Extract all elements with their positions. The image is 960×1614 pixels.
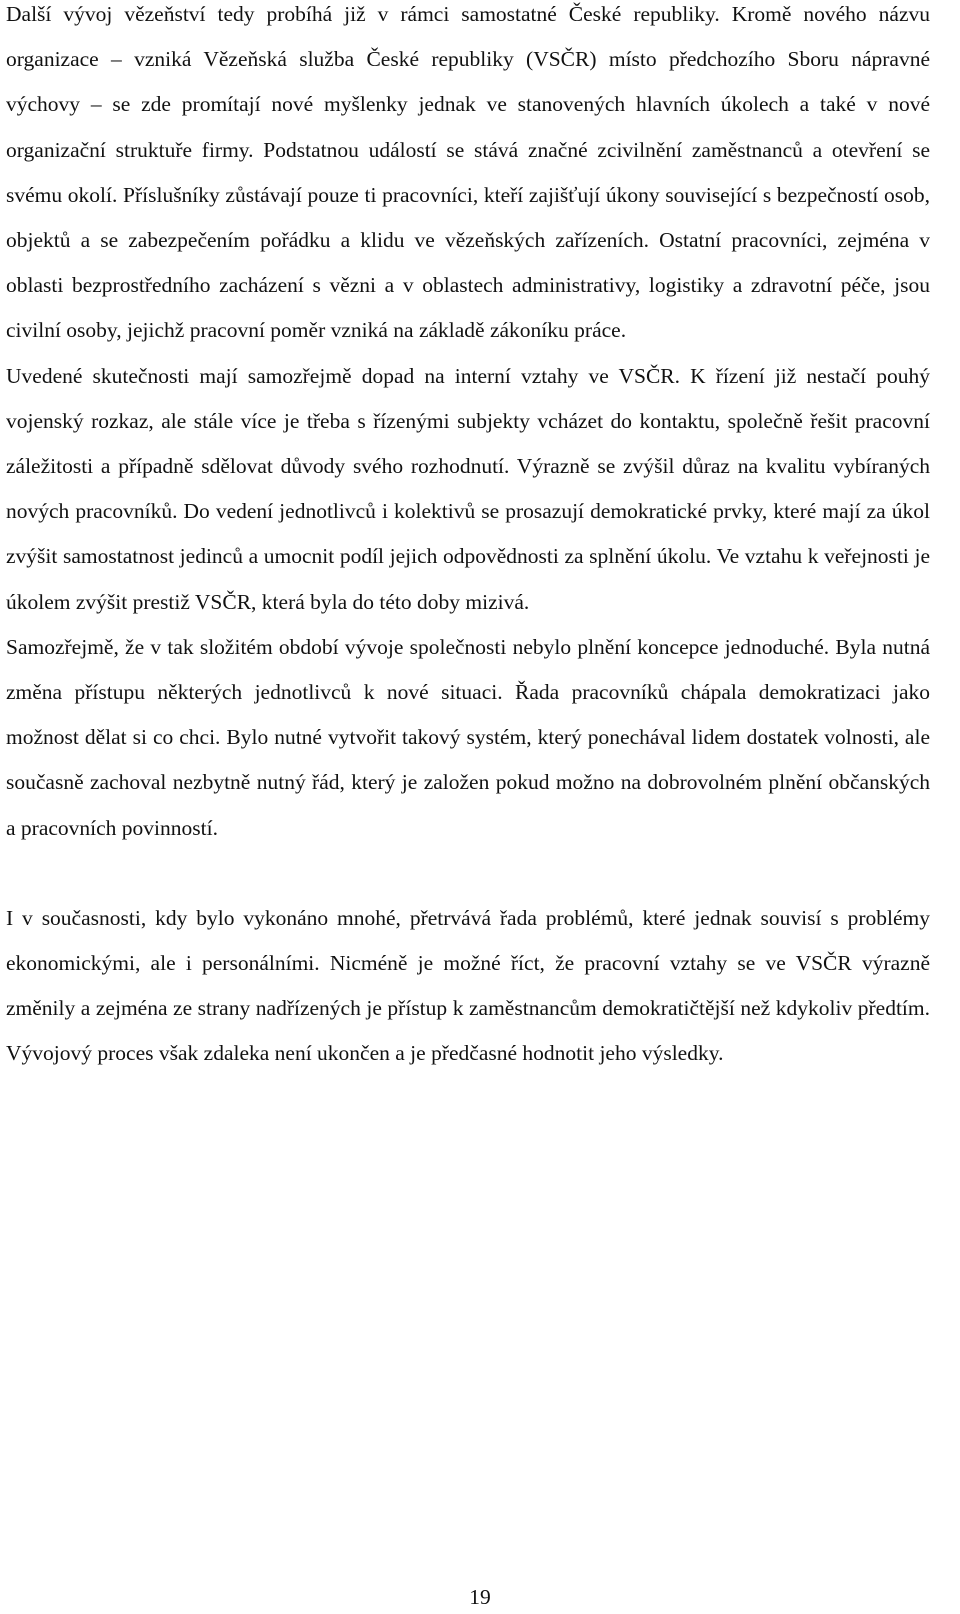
paragraph-1: Další vývoj vězeňství tedy probíhá již v rámci samostatné České republiky. Kromě nového názvu organizace – vzniká Vězeňská služba České republiky (VSČR) místo předchozího Sboru nápravné výchovy – se zde promítají nové myšlenky jednak ve stanovených hlavních úkolech a také v nové organizační struktuře firmy. Podstatnou událostí se stává značné zcivilnění zaměstnanců a otevření se svému okolí. Příslušníky zůstávají pouze ti pracovníci, kteří zajišťují úkony související s bezpečností osob, objektů a se zabezpečením pořádku a klidu ve vězeňských zařízeních. Ostatní pracovníci, zejména v oblasti bezprostředního zacházení s vězni a v oblastech administrativy, logistiky a zdravotní péče, jsou civilní osoby, jejichž pracovní poměr vzniká na základě zákoníku práce. [6,2,930,343]
page-number: 19 [469,1585,491,1609]
document-body [6,0,930,1077]
paragraph-3: Samozřejmě, že v tak složitém období vývoje společnosti nebylo plnění koncepce jednoduché. Byla nutná změna přístupu některých jednotlivců k nové situaci. Řada pracovníků chápala demokratizaci jako možnost dělat si co chci. Bylo nutné vytvořit takový systém, který ponechával lidem dostatek volnosti, ale současně zachoval nezbytně nutný řád, který je založen pokud možno na dobrovolném plnění občanských a pracovních povinností. [6,634,930,840]
paragraph-2: Uvedené skutečnosti mají samozřejmě dopad na interní vztahy ve VSČR. K řízení již nestačí pouhý vojenský rozkaz, ale stále více je třeba s řízenými subjekty vcházet do kontaktu, společně řešit pracovní záležitosti a případně sdělovat důvody svého rozhodnutí. Výrazně se zvýšil důraz na kvalitu vybíraných nových pracovníků. Do vedení jednotlivců i kolektivů se prosazují demokratické prvky, které mají za úkol zvýšit samostatnost jedinců a umocnit podíl jejich odpovědnosti za splnění úkolu. Ve vztahu k veřejnosti je úkolem zvýšit prestiž VSČR, která byla do této doby mizivá. [6,363,930,614]
paragraph-4: I v současnosti, kdy bylo vykonáno mnohé, přetrvává řada problémů, které jednak souvisí s problémy ekonomickými, ale i personálními. Nicméně je možné říct, že pracovní vztahy se ve VSČR výrazně změnily a zejména ze strany nadřízených je přístup k zaměstnancům demokratičtější než kdykoliv předtím. Vývojový proces však zdaleka není ukončen a je předčasné hodnotit jeho výsledky. [6,905,930,1066]
